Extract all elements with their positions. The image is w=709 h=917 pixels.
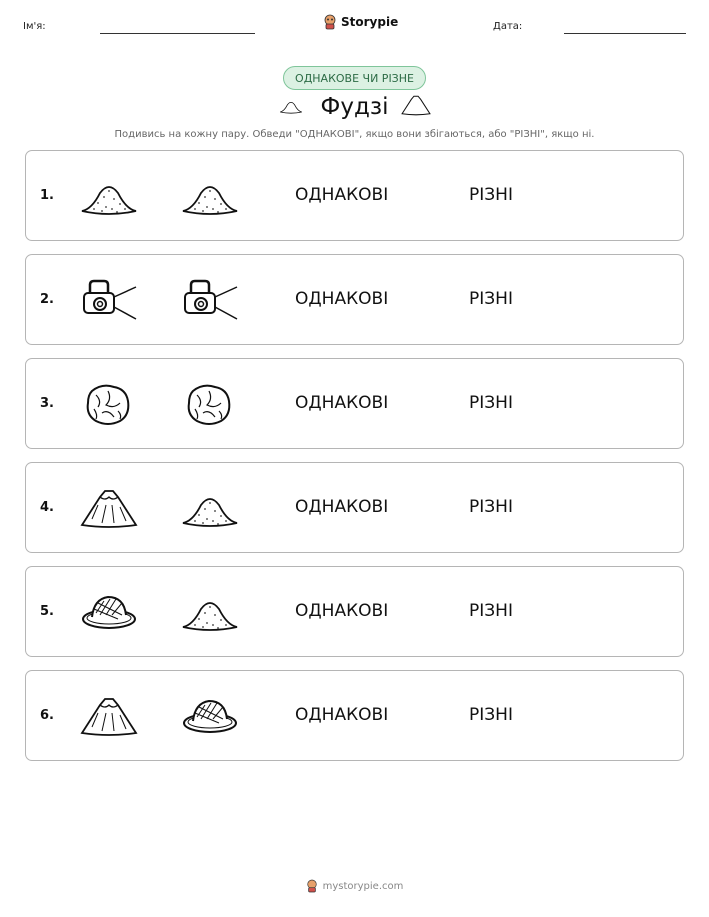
exercise-row <box>25 254 684 345</box>
date-label: Дата: <box>493 21 523 32</box>
row-number: 4. <box>40 500 54 515</box>
exercise-row <box>25 358 684 449</box>
option-same[interactable]: ОДНАКОВІ <box>295 393 389 413</box>
option-different[interactable]: РІЗНІ <box>469 497 513 517</box>
option-different[interactable]: РІЗНІ <box>469 601 513 621</box>
option-different[interactable]: РІЗНІ <box>469 393 513 413</box>
option-different[interactable]: РІЗНІ <box>469 185 513 205</box>
mountain-icon <box>400 92 432 118</box>
mountain-icon <box>78 483 140 533</box>
name-line[interactable] <box>100 33 255 34</box>
sand-pile-icon <box>78 171 140 221</box>
option-same[interactable]: ОДНАКОВІ <box>295 185 389 205</box>
sand-pile-icon <box>179 587 241 637</box>
row-number: 2. <box>40 292 54 307</box>
brand-logo <box>323 14 398 30</box>
option-same[interactable]: ОДНАКОВІ <box>295 289 389 309</box>
row-number: 1. <box>40 188 54 203</box>
camera-icon <box>179 275 241 325</box>
row-number: 5. <box>40 604 54 619</box>
option-different[interactable]: РІЗНІ <box>469 705 513 725</box>
footer <box>0 879 709 893</box>
exercise-row <box>25 670 684 761</box>
exercise-row <box>25 150 684 241</box>
sand-pile-icon <box>179 171 241 221</box>
instructions: Подивись на кожну пару. Обведи "ОДНАКОВІ", якщо вони збігаються, або "РІЗНІ", якщо ні. <box>114 129 595 140</box>
name-label: Ім'я: <box>23 21 46 32</box>
mountain-icon <box>78 691 140 741</box>
page-title: Фудзі <box>320 94 389 120</box>
rock-icon <box>78 379 140 429</box>
brand-name: Storypie <box>341 15 399 29</box>
date-line[interactable] <box>564 33 686 34</box>
row-number: 6. <box>40 708 54 723</box>
sandal-icon <box>179 691 241 741</box>
sandal-icon <box>78 587 140 637</box>
footer-url[interactable]: mystorypie.com <box>322 880 404 892</box>
exercise-row <box>25 566 684 657</box>
option-same[interactable]: ОДНАКОВІ <box>295 705 389 725</box>
row-number: 3. <box>40 396 54 411</box>
option-different[interactable]: РІЗНІ <box>469 289 513 309</box>
camera-icon <box>78 275 140 325</box>
exercise-row <box>25 462 684 553</box>
worksheet-type-badge: ОДНАКОВЕ ЧИ РІЗНЕ <box>283 66 426 90</box>
rock-icon <box>179 379 241 429</box>
option-same[interactable]: ОДНАКОВІ <box>295 497 389 517</box>
storypie-mascot-icon <box>323 14 337 30</box>
option-same[interactable]: ОДНАКОВІ <box>295 601 389 621</box>
sand-pile-icon <box>179 483 241 533</box>
storypie-mascot-icon <box>306 879 318 893</box>
